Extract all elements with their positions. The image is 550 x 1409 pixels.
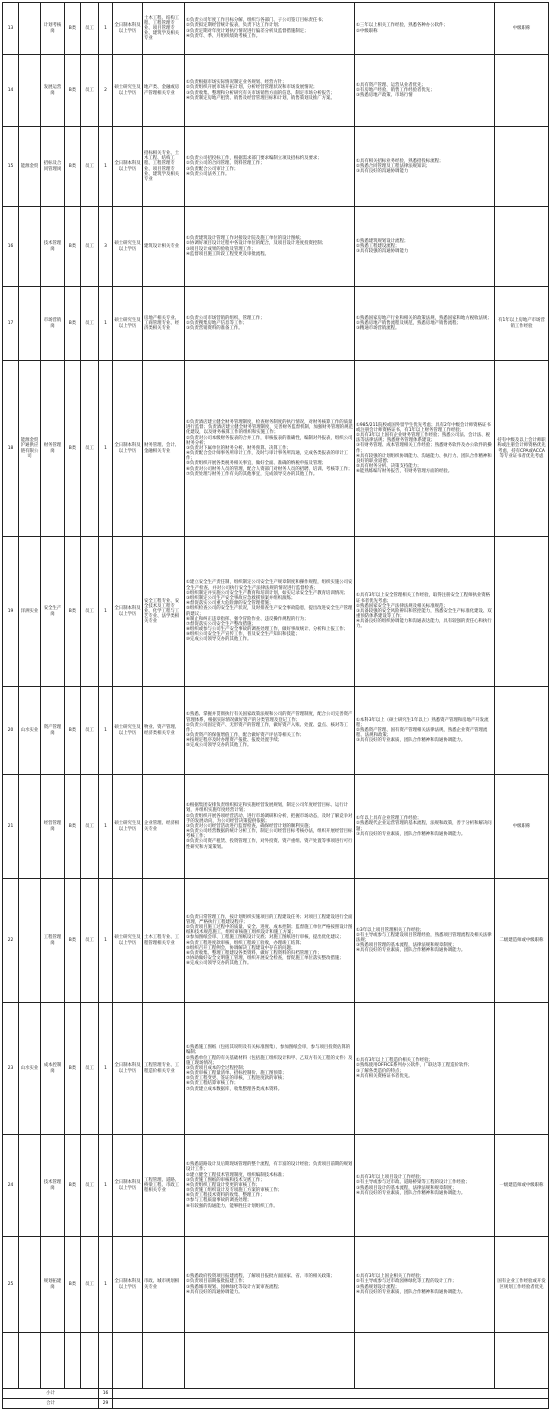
post-name: 资产管理岗 bbox=[41, 687, 65, 775]
headcount: 1 bbox=[99, 127, 113, 207]
headcount: 1 bbox=[99, 1237, 113, 1333]
post-category: B类 bbox=[65, 1135, 81, 1237]
education: 全日制本科及以上学历 bbox=[113, 3, 143, 55]
duties: ①负责公司市场营销的组织，管理工作； ②负责搜集房地产信息等工作； ③负责营销资料的准备工作。 bbox=[185, 287, 355, 361]
major: 工程管理、道路、桥梁工程、市政工程相关专业 bbox=[143, 1135, 185, 1237]
duties: ①负责根据市场实际情况制定业务规划、经营方针； ②负责组织开展市场开拓计划，分析经营管理状况和市场发展情况； ③负责收集、整理和分析研究有关市场销售方面的信息，制定市场分析报告； ④负责制定房地产租赁、销售及经营管理目标和计划，销售策划及推广方案。 bbox=[185, 55, 355, 127]
table-row bbox=[3, 687, 549, 775]
unit-cell bbox=[19, 207, 41, 287]
unit-cell: 山水实业 bbox=[19, 1003, 41, 1135]
headcount: 1 bbox=[99, 687, 113, 775]
education: 全日制本科及以上学历 bbox=[113, 1237, 143, 1333]
subtotal-row bbox=[3, 1389, 549, 1399]
recruitment-table bbox=[2, 2, 549, 1409]
post-name bbox=[41, 1333, 65, 1389]
row-number: 15 bbox=[3, 127, 19, 207]
remarks bbox=[495, 537, 549, 687]
headcount: 1 bbox=[99, 775, 113, 879]
unit-cell bbox=[19, 879, 41, 1003]
duties: ①负责建筑设计管理工作对接设计院及施工单位的设计图纸； ②协调好项目设计过程中各设计单位的配合，及项目设计进度投资控制； ③项目设计成果的验收及管理工作； ④监督项目施工阶段工程变更及审批流程。 bbox=[185, 207, 355, 287]
post-level: 员工 bbox=[81, 879, 99, 1003]
duties: ①熟悉施工图纸（包括其说明及有关标准图集），参加图纸会审，参与项目投资估算的编制； ②熟悉单位工程的有关基础材料（包括施工组织设计和甲、乙双方有关工程的文件）及施工现场情况； ③负责项目成本的全过程控制； ④负责审核工程量清单、招标控制价、施工图预算； ⑤负责工程变更、签证的审核，工程进度款的审核； ⑥负责工程结算审核工作； ⑦负责建立成本数据库，收集整理各类成本资料。 bbox=[185, 1003, 355, 1135]
major: 工程管理专业、工程造价相关专业 bbox=[143, 1003, 185, 1135]
remarks bbox=[495, 687, 549, 775]
post-level: 员工 bbox=[81, 287, 99, 361]
major: 招标相关专业、土木工程、结构工程、工程管理专业、项目管理专业、建筑学及相关专业 bbox=[143, 127, 185, 207]
education: 全日制本科及以上学历 bbox=[113, 127, 143, 207]
major: 地产类、金融或房产管理相关专业 bbox=[143, 55, 185, 127]
duties: ①根据集团安排负责组织拟定和实施经营发展规划，制定公司年度经营目标、运行计划，并组织实施年度经营计划； ②负责组织开展各项经营活动，进行市场调研和分析，把握市场动态，及时了解竞争对手的发展动向，为公司经营决策提供依据； ③负责对公司经营活动进行监督检查，确保经营计划的顺利实施； ④负责公司经营数据的统计分析工作，制定公司经营目标考核办法，组织开展经营目标考核工作； ⑤负责公司资产租赁、投资管理工作，对外投资、资产重组、资产处置等事项进行可行性研究和方案策划。 bbox=[185, 775, 355, 879]
education: 硕士研究生及以上学历 bbox=[113, 287, 143, 361]
post-name: 工程管理岗 bbox=[41, 879, 65, 1003]
row-number: 24 bbox=[3, 1135, 19, 1237]
row-number: 16 bbox=[3, 207, 19, 287]
unit-cell bbox=[19, 287, 41, 361]
headcount: 1 bbox=[99, 361, 113, 537]
post-level: 员工 bbox=[81, 775, 99, 879]
post-name: 成本控制岗 bbox=[41, 1003, 65, 1135]
remarks: 持有中级及以上会计师职称或注册会计师资格优先考虑，持有CPA或ACCA等专业证书者优先考虑 bbox=[495, 361, 549, 537]
unit-cell bbox=[19, 3, 41, 55]
post-name: 财务管理岗 bbox=[41, 361, 65, 537]
education: 全日制本科及以上学历 bbox=[113, 1003, 143, 1135]
remarks: 国有企业工作经验或开发区规划工作经验者优先 bbox=[495, 1237, 549, 1333]
headcount: 2 bbox=[99, 55, 113, 127]
post-level bbox=[81, 1333, 99, 1389]
duties: ①负责公司年度工作目标分解，组织与各部门、子公司签订目标责任书； ②负责拟定期经营统计报表，负责下达工作计划； ③负责定期对年度计划执行情况进行偏差分析及监督措施制定； ④负责年、季、月组织绩效考核工作。 bbox=[185, 3, 355, 55]
unit-cell bbox=[19, 1237, 41, 1333]
requirements bbox=[355, 1333, 495, 1389]
post-name: 发展运营岗 bbox=[41, 55, 65, 127]
remarks bbox=[495, 1333, 549, 1389]
requirements: ①年以上具有企业管理工作经验； ②熟悉现代企业运营管理的基本流程，法规和政策，善于分析和解决问题； ③具有良好的专业素质，团队合作精神和沟通协调能力。 bbox=[355, 775, 495, 879]
post-name: 招标及合同管理岗 bbox=[41, 127, 65, 207]
post-level: 员工 bbox=[81, 537, 99, 687]
major bbox=[143, 1333, 185, 1389]
duties: ①熟悉政府投资项目报建流程，了解项目报批方面国家、省、市的相关政策； ②负责项目前期报批报建工作； ③熟悉城市规划、园林绿化等设计方案审查流程； ④具有良好的沟通协调能力。 bbox=[185, 1237, 355, 1333]
education: 全日制本科及以上学历 bbox=[113, 361, 143, 537]
post-category: B类 bbox=[65, 1003, 81, 1135]
requirements: ①三年以上相关工作经验，熟悉各种办公软件； ②中级职称 bbox=[355, 3, 495, 55]
major: 企业管理、经济相关专业 bbox=[143, 775, 185, 879]
requirements: ①具有3年以上安全管理相关工作经验，取得注册安全工程师执业资格证书者优先考虑； ②熟悉国家安全生产法律法规及相关标准规范； ③具备较强的安全风险辨识和管控能力，熟悉安全生产标准化建设、双重预防体系建设等工作； ④具备良好的组织协调能力和沟通表达能力，具有较强的责任心和执行力。 bbox=[355, 537, 495, 687]
table-row bbox=[3, 1135, 549, 1237]
education: 硕士研究生及以上学历 bbox=[113, 775, 143, 879]
post-category: B类 bbox=[65, 207, 81, 287]
duties: ①负责酒店建立健全财务管理制度，检查财务制度的执行情况，对财务核算工作的质量进行监督；负责酒店建立健全财务管理制度，完善财务监督机制，加强财务管理的规范化建设，以及财务核算工作的组织和实施工作； ②负责对公司本级财务报表的合并工作，审核报表的准确性，编制对外报表，组织公司财务分析； ③负责对下属单位的财务分析、财务预算、决算工作； ④负责配合会计师事务所审计工作，及时与审计事务所沟通，完成各类报表的审计工作； ⑤负责组织开展各类税务相关事宜，做好全面、准确的纳税申报及管理； ⑥负责对公司财务人员的管理，配合人资部门对财务人员的招聘、培训、考核等工作； ⑦负责处理与财务工作有关的其他事宜，完成领导交办的其他工作。 bbox=[185, 361, 355, 537]
major: 土木工程专业、工程管理相关专业 bbox=[143, 879, 185, 1003]
major: 市政、城市规划相关专业 bbox=[143, 1237, 185, 1333]
table-row bbox=[3, 775, 549, 879]
row-number: 13 bbox=[3, 3, 19, 55]
education: 硕士研究生及以上学历 bbox=[113, 55, 143, 127]
row-number: 21 bbox=[3, 775, 19, 879]
post-category bbox=[65, 1333, 81, 1389]
duties: ①负责日常管理工作，按计划组织实施项目的工程建设任务；对项目工程建设进行全面管理，严格执行工程建设程序； ②负责项目施工过程中的质量、安全、进度、成本控制；监督施工单位严格按照设计图纸和技术规范施工，组织审核施工组织设计和施工方案； ③参加图纸会审、工程施工图纸设计交底；对施工图纸进行审核，提出优化建议； ④负责工程进度款审核，组织工程竣工验收，办理竣工结算； ⑤组织召开工程例会，协调解决工程建设中存在的问题； ⑥负责收集、整理工程建设各类资料，做好工程资料的归档管理工作； ⑦协助做好安全文明施工管理，组织开展安全检查，督促施工单位落实整改措施； ⑧完成公司领导交办的其他工作。 bbox=[185, 879, 355, 1003]
headcount: 1 bbox=[99, 3, 113, 55]
subtotal-label: 小计 bbox=[3, 1389, 99, 1399]
table-row bbox=[3, 287, 549, 361]
duties: ①熟悉道路设计及后期现场管理的整个流程，有丰富的设计经验；负责项目前期的规划设计工作； ②建立健全工程技术管理制度，组织编制技术标准； ③负责施工图纸的审核和技术交底工作； ④负责组织工程设计变更的审核工作； ⑤负责施工组织设计及专项施工方案的审核工作； ⑥负责工程技术资料的收集、整理工作； ⑦参与工程质量事故的调查处理； ⑧有较强的沟通能力，能够胜任计划组织工作。 bbox=[185, 1135, 355, 1237]
requirements: ①具有资产管理、运营从业者优先； ②有房地产经验，销售工作经验者优先； ③熟悉房地产政策、市场行情 bbox=[355, 55, 495, 127]
post-name: 安全生产岗 bbox=[41, 537, 65, 687]
table-row bbox=[3, 1237, 549, 1333]
total-row bbox=[3, 1399, 549, 1409]
major: 财务管理、会计、金融相关专业 bbox=[143, 361, 185, 537]
headcount: 1 bbox=[99, 1003, 113, 1135]
post-level: 员工 bbox=[81, 3, 99, 55]
education: 硕士研究生及以上学历 bbox=[113, 687, 143, 775]
remarks: 二级建造师或中级职称 bbox=[495, 879, 549, 1003]
remarks bbox=[495, 1003, 549, 1135]
education bbox=[113, 1333, 143, 1389]
duties bbox=[185, 1333, 355, 1389]
headcount: 1 bbox=[99, 879, 113, 1003]
major: 房地产相关专业、工商管理专业、经济类相关专业 bbox=[143, 287, 185, 361]
row-number: 23 bbox=[3, 1003, 19, 1135]
unit-cell: 能源金贸沪通供应链有限公司 bbox=[19, 361, 41, 537]
post-name: 技术管理岗 bbox=[41, 207, 65, 287]
post-name: 计划考核岗 bbox=[41, 3, 65, 55]
post-level: 员工 bbox=[81, 1237, 99, 1333]
post-name: 技术管理岗 bbox=[41, 1135, 65, 1237]
remarks: 中级职称 bbox=[495, 3, 549, 55]
remarks: 中级职称 bbox=[495, 775, 549, 879]
unit-cell: 山水实业 bbox=[19, 687, 41, 775]
total-label: 合计 bbox=[3, 1399, 99, 1409]
row-number: 18 bbox=[3, 361, 19, 537]
post-category: B类 bbox=[65, 361, 81, 537]
major: 物业、资产管理、经济类相关专业 bbox=[143, 687, 185, 775]
unit-cell bbox=[19, 55, 41, 127]
post-name: 经营管理岗 bbox=[41, 775, 65, 879]
post-level: 员工 bbox=[81, 361, 99, 537]
requirements: ①具有3年以上工程造价相关工作经验； ②熟练使用OFFICE系列办公软件，广联达等工程造价软件； ③了解各类造价的特点； ④具有相关资格证书者优先。 bbox=[355, 1003, 495, 1135]
duties: ①熟悉、掌握并贯彻执行有关国家政策法规和公司的资产管理制度，配合公司完善资产管理体系，根据实际情况做好资产的分类管理及登记工作； ②负责公司固定资产、无形资产的管理工作，做好资产入账、处置、盘点、核对等工作； ③负责资产的保值增值工作，配合做好资产评估等相关工作； ④按规定程序及时办理资产报批、报废处置手续； ⑤完成公司领导交办的其他工作。 bbox=[185, 687, 355, 775]
requirements: ①具有相关招标业务经验，熟悉招投标流程； ②熟悉合同管理及工程法律法规知识； ③具有良好的沟通协调能力 bbox=[355, 127, 495, 207]
headcount: 1 bbox=[99, 1135, 113, 1237]
row-number bbox=[3, 1333, 19, 1389]
post-level: 员工 bbox=[81, 1003, 99, 1135]
duties: ①负责公司招投标工作，根据需求部门要求编制立项及招标约及要求； ②负责公司的合同管理、资料管理工作； ③负责配合公司审计工作； ④负责公司法务工作。 bbox=[185, 127, 355, 207]
remarks bbox=[495, 55, 549, 127]
unit-cell: 能源金贸 bbox=[19, 127, 41, 207]
table-row bbox=[3, 1333, 549, 1389]
requirements: ①3年以上项目管理相关工作经验； ②有主导或参与工程建设项目管理经验，熟悉项目管理流程及相关法律法规； ③熟悉项目管理的基本流程，法律法规和规章制度； ④具有良好的专业素质，团队合作精神和沟通协调能力。 bbox=[355, 879, 495, 1003]
row-number: 22 bbox=[3, 879, 19, 1003]
unit-cell bbox=[19, 775, 41, 879]
post-level: 员工 bbox=[81, 687, 99, 775]
post-category: B类 bbox=[65, 537, 81, 687]
remarks: 有1年以上房地产市场营销工作经验 bbox=[495, 287, 549, 361]
post-category: B类 bbox=[65, 1237, 81, 1333]
post-category: B类 bbox=[65, 687, 81, 775]
requirements: ①本科3年以上（硕士研究生1年以上）熟悉资产管理和房地产开发流程； ②熟悉资产管理、国有资产管理相关法律法规，熟悉企业资产管理流程、法规和政策； ③具有良好的专业素质，团队合作精神和沟通协调能力。 bbox=[355, 687, 495, 775]
post-category: B类 bbox=[65, 127, 81, 207]
requirements: ①985/211院校或国外留学生优先考虑；具有2年中级会计师资格证书或注册会计师资格证书，有1年以上财务管理工作经验； ②具有3年以上国有企业财务管理工作经验；熟悉公司法、会计法、税法等法律法规；熟悉财务管理体系建设； ③有财务管理、成本管理相关工作经验；熟悉财务软件及办公软件的操作； ④具有较强的计划组织协调能力、沟通能力、执行力、团队合作精神和良好的职业道德； ⑤具有财务分析、决策支持能力； ⑥能熟练编写财务报告，有财务管理方面的经验。 bbox=[355, 361, 495, 537]
requirements: ①具有3年以上国企相关工作经验； ②有主导或参与过市政园林绿化等工程的设计工作； ③熟悉规划设计流程； ④具有良好的专业素质，团队合作精神和沟通协调能力。 bbox=[355, 1237, 495, 1333]
remarks: 一级建造师或中级职称 bbox=[495, 1135, 549, 1237]
headcount: 1 bbox=[99, 287, 113, 361]
unit-cell bbox=[19, 1333, 41, 1389]
row-number: 20 bbox=[3, 687, 19, 775]
row-number: 19 bbox=[3, 537, 19, 687]
post-name: 规划拓建岗 bbox=[41, 1237, 65, 1333]
major: 土木工程、结构工程、工程管理专业、项目管理专业、建筑学及相关专业 bbox=[143, 3, 185, 55]
table-row bbox=[3, 207, 549, 287]
unit-cell bbox=[19, 1135, 41, 1237]
headcount: 3 bbox=[99, 207, 113, 287]
row-number: 17 bbox=[3, 287, 19, 361]
post-level: 员工 bbox=[81, 1135, 99, 1237]
major: 建筑设计相关专业 bbox=[143, 207, 185, 287]
duties: ①建立安全生产责任制，组织制定公司安全生产规章制度和操作规程，组织实施公司安全生产检查，并对公司执行安全生产法律法规的情况进行监督检查； ②组织制定并实施公司安全生产教育和培训计划，如实记录安全生产教育培训情况； ③组织制定公司生产安全事故应急救援预案并组织演练； ④督促落实公司重大危险源的安全管理措施； ⑤组织检查公司的安全生产状况，及时排查生产安全事故隐患，提出改进安全生产管理的建议； ⑥制止和纠正违章指挥、强令冒险作业、违反操作规程的行为； ⑦督促落实公司安全生产整改措施； ⑧组织或参与公司生产安全事故的调查处理工作，做好事故统计、分析和上报工作； ⑨组织公司安全生产宣传工作，普及安全生产知识和技能； ⑩完成公司领导交办的其他工作。 bbox=[185, 537, 355, 687]
headcount: 1 bbox=[99, 537, 113, 687]
post-category: B类 bbox=[65, 3, 81, 55]
post-category: B类 bbox=[65, 879, 81, 1003]
requirements: ①熟悉国家房地产行业和相关的政策法规，熟悉国家和地方税收法规； ②熟悉房地产销售流程及规范，熟悉房地产销售流程； ③精通市场营销流程。 bbox=[355, 287, 495, 361]
unit-cell: 洋洲实业 bbox=[19, 537, 41, 687]
post-level: 员工 bbox=[81, 55, 99, 127]
education: 全日制本科及以上学历 bbox=[113, 537, 143, 687]
requirements: ①熟悉建筑规划设计流程； ②熟悉工程建设流程； ③具有较强的沟通协调能力 bbox=[355, 207, 495, 287]
remarks bbox=[495, 207, 549, 287]
subtotal-count: 16 bbox=[99, 1389, 113, 1399]
table-row bbox=[3, 537, 549, 687]
remarks bbox=[495, 127, 549, 207]
post-name: 市场营销岗 bbox=[41, 287, 65, 361]
headcount bbox=[99, 1333, 113, 1389]
post-category: B类 bbox=[65, 775, 81, 879]
post-level: 员工 bbox=[81, 207, 99, 287]
table-row bbox=[3, 127, 549, 207]
major: 安全工程专业、安全技术及工程专业、化学工程与工艺专业、法学类相关专业 bbox=[143, 537, 185, 687]
post-category: B类 bbox=[65, 287, 81, 361]
table-row bbox=[3, 361, 549, 537]
total-count: 29 bbox=[99, 1399, 113, 1409]
table-row bbox=[3, 879, 549, 1003]
education: 硕士研究生及以上学历 bbox=[113, 879, 143, 1003]
row-number: 14 bbox=[3, 55, 19, 127]
table-row bbox=[3, 3, 549, 55]
requirements: ①具有3年以上项目设计工作经验； ②有主导或参与过市政、道路桥梁等工程的设计工作经验； ③熟悉项目设计的基本流程，法律法规和规章制度； ④具有良好的专业素质，团队合作精神和沟通协调能力。 bbox=[355, 1135, 495, 1237]
education: 硕士研究生及以上学历 bbox=[113, 207, 143, 287]
post-category: B类 bbox=[65, 55, 81, 127]
education: 全日制本科及以上学历 bbox=[113, 1135, 143, 1237]
table-row bbox=[3, 1003, 549, 1135]
post-level: 员工 bbox=[81, 127, 99, 207]
row-number: 25 bbox=[3, 1237, 19, 1333]
table-row bbox=[3, 55, 549, 127]
